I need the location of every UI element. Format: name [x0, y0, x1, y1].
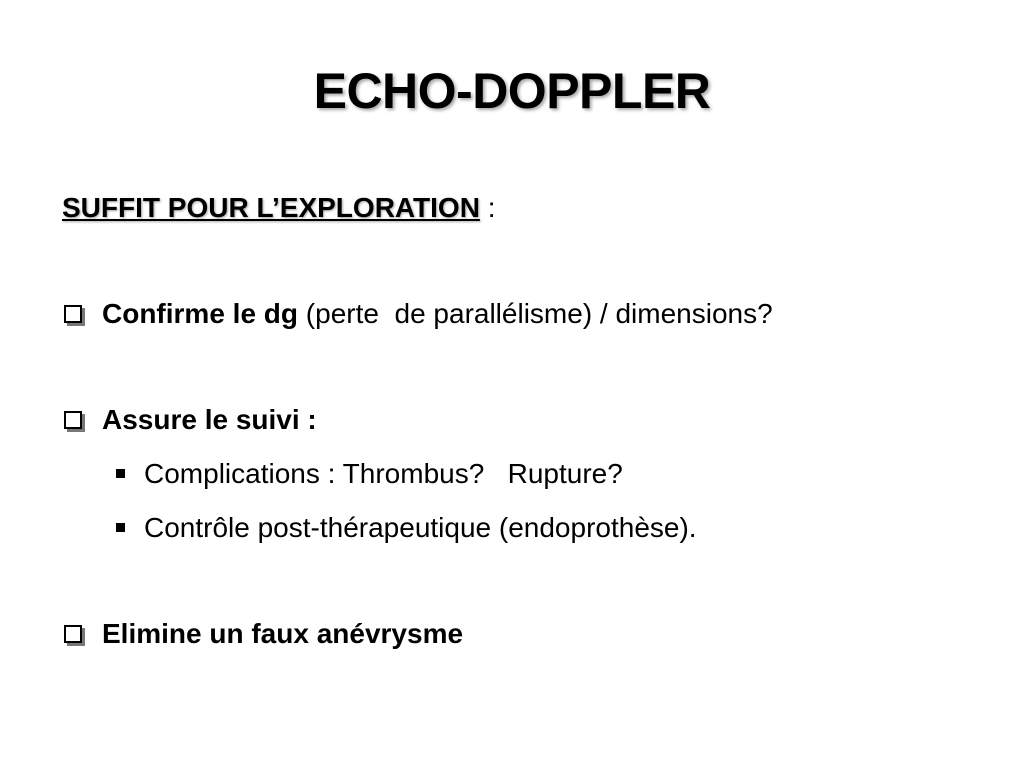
sub-item-controle: [62, 508, 982, 548]
item-bold-text: Elimine un faux anévrysme: [102, 618, 464, 649]
sub-item-text: Contrôle post-thérapeutique (endoprothèse).: [144, 512, 697, 543]
section-heading-colon: :: [479, 192, 496, 223]
sub-item-text: Complications : Thrombus? Rupture?: [144, 458, 623, 489]
item-bold-text: Confirme le dg: [102, 298, 299, 329]
square-bullet-icon: [116, 469, 125, 478]
slide-title: ECHO-DOPPLER: [313, 63, 711, 119]
list-item-suivi: [62, 400, 982, 440]
section-heading-text: SUFFIT POUR L’EXPLORATION: [62, 192, 480, 223]
section-heading: [62, 188, 982, 228]
slide-body: [62, 188, 982, 654]
checkbox-icon: [64, 625, 82, 643]
item-bold-text: Assure le suivi :: [102, 404, 317, 435]
item-normal-text: (perte de parallélisme) / dimensions?: [298, 298, 773, 329]
checkbox-icon: [64, 411, 82, 429]
sub-item-complications: [62, 454, 982, 494]
list-item-confirme: [62, 294, 982, 334]
checkbox-icon: [64, 305, 82, 323]
list-item-elimine: [62, 614, 982, 654]
square-bullet-icon: [116, 523, 125, 532]
